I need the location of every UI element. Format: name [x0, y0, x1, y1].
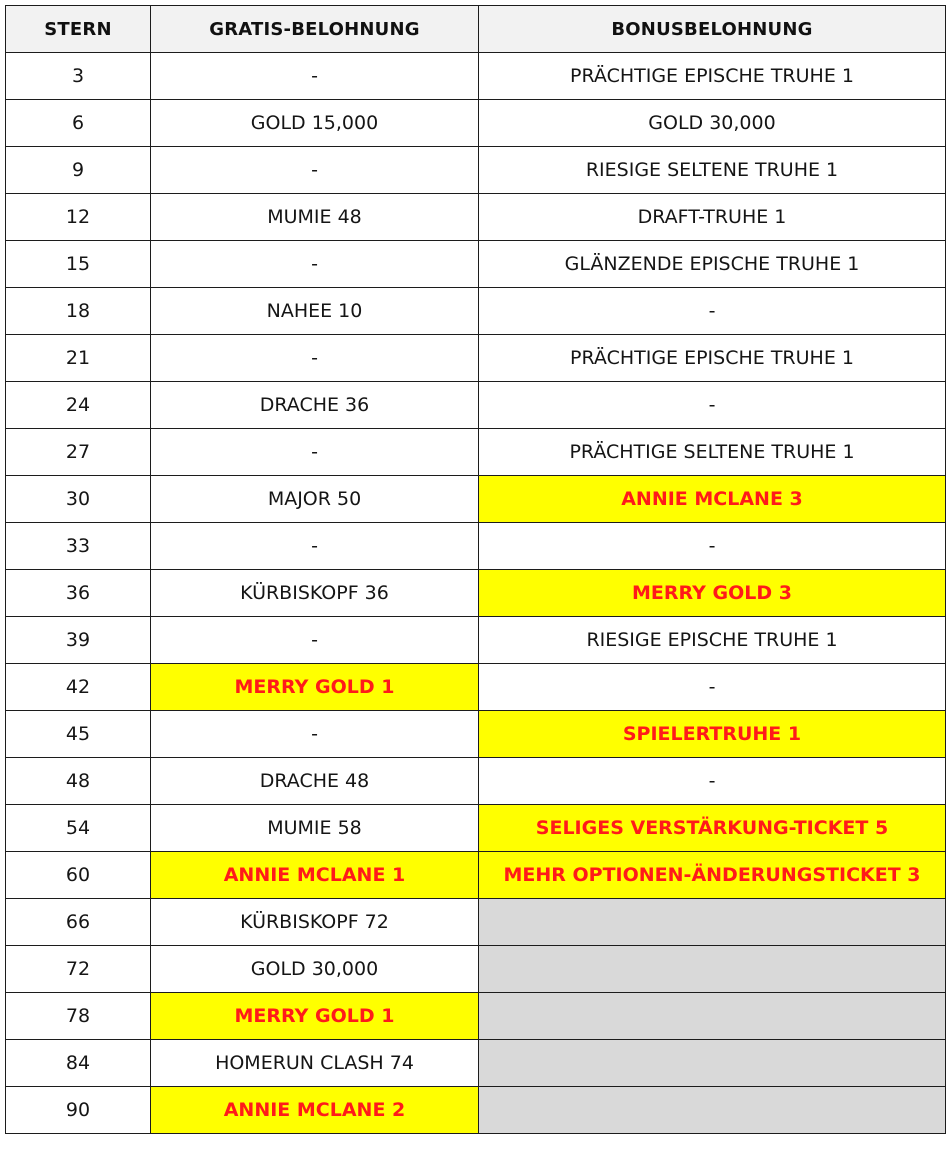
table-row [6, 758, 946, 805]
free-reward-cell: - [151, 429, 479, 476]
star-cell: 24 [6, 382, 151, 429]
free-reward-cell: - [151, 147, 479, 194]
bonus-reward-cell-highlighted: SELIGES VERSTÄRKUNG-TICKET 5 [479, 805, 946, 852]
star-cell: 6 [6, 100, 151, 147]
free-reward-cell: - [151, 523, 479, 570]
table-row [6, 852, 946, 899]
star-cell: 78 [6, 993, 151, 1040]
free-reward-cell: KÜRBISKOPF 36 [151, 570, 479, 617]
bonus-reward-cell: DRAFT-TRUHE 1 [479, 194, 946, 241]
star-cell: 72 [6, 946, 151, 993]
free-reward-cell: - [151, 711, 479, 758]
star-cell: 33 [6, 523, 151, 570]
bonus-reward-cell-empty [479, 946, 946, 993]
bonus-reward-cell: GLÄNZENDE EPISCHE TRUHE 1 [479, 241, 946, 288]
bonus-reward-cell: PRÄCHTIGE SELTENE TRUHE 1 [479, 429, 946, 476]
star-cell: 66 [6, 899, 151, 946]
star-cell: 48 [6, 758, 151, 805]
star-cell: 3 [6, 53, 151, 100]
bonus-reward-cell: - [479, 288, 946, 335]
free-reward-cell: - [151, 335, 479, 382]
table-row [6, 805, 946, 852]
table-row [6, 711, 946, 758]
star-cell: 9 [6, 147, 151, 194]
table-row [6, 1087, 946, 1134]
free-reward-cell: MUMIE 58 [151, 805, 479, 852]
free-reward-cell: - [151, 241, 479, 288]
star-cell: 84 [6, 1040, 151, 1087]
table-row [6, 382, 946, 429]
free-reward-cell: - [151, 53, 479, 100]
free-reward-cell: MAJOR 50 [151, 476, 479, 523]
table-row [6, 617, 946, 664]
bonus-reward-cell-highlighted: MEHR OPTIONEN-ÄNDERUNGSTICKET 3 [479, 852, 946, 899]
bonus-reward-cell: - [479, 758, 946, 805]
free-reward-cell: NAHEE 10 [151, 288, 479, 335]
bonus-reward-cell: PRÄCHTIGE EPISCHE TRUHE 1 [479, 53, 946, 100]
bonus-reward-cell-empty [479, 1040, 946, 1087]
bonus-reward-cell-highlighted: SPIELERTRUHE 1 [479, 711, 946, 758]
table-row [6, 946, 946, 993]
star-cell: 54 [6, 805, 151, 852]
star-cell: 45 [6, 711, 151, 758]
table-row [6, 194, 946, 241]
star-rewards-table [5, 5, 946, 1134]
free-reward-cell: DRACHE 48 [151, 758, 479, 805]
table-row [6, 664, 946, 711]
bonus-reward-cell: - [479, 664, 946, 711]
table-row [6, 335, 946, 382]
bonus-reward-cell-empty [479, 899, 946, 946]
bonus-reward-cell: PRÄCHTIGE EPISCHE TRUHE 1 [479, 335, 946, 382]
header-free-reward: GRATIS-BELOHNUNG [151, 6, 479, 53]
free-reward-cell: KÜRBISKOPF 72 [151, 899, 479, 946]
bonus-reward-cell-empty [479, 1087, 946, 1134]
star-cell: 39 [6, 617, 151, 664]
table-row [6, 993, 946, 1040]
bonus-reward-cell: - [479, 382, 946, 429]
table-row [6, 523, 946, 570]
free-reward-cell-highlighted: ANNIE MCLANE 2 [151, 1087, 479, 1134]
free-reward-cell-highlighted: MERRY GOLD 1 [151, 993, 479, 1040]
free-reward-cell: HOMERUN CLASH 74 [151, 1040, 479, 1087]
table-row [6, 429, 946, 476]
free-reward-cell: MUMIE 48 [151, 194, 479, 241]
bonus-reward-cell: - [479, 523, 946, 570]
star-cell: 18 [6, 288, 151, 335]
free-reward-cell: GOLD 30,000 [151, 946, 479, 993]
table-row [6, 100, 946, 147]
star-cell: 42 [6, 664, 151, 711]
header-bonus-reward: BONUSBELOHNUNG [479, 6, 946, 53]
table-row [6, 147, 946, 194]
table-row [6, 476, 946, 523]
bonus-reward-cell: RIESIGE EPISCHE TRUHE 1 [479, 617, 946, 664]
star-cell: 60 [6, 852, 151, 899]
bonus-reward-cell-highlighted: MERRY GOLD 3 [479, 570, 946, 617]
free-reward-cell: - [151, 617, 479, 664]
star-cell: 15 [6, 241, 151, 288]
free-reward-cell: DRACHE 36 [151, 382, 479, 429]
header-row [6, 6, 946, 53]
star-cell: 90 [6, 1087, 151, 1134]
bonus-reward-cell: RIESIGE SELTENE TRUHE 1 [479, 147, 946, 194]
bonus-reward-cell: GOLD 30,000 [479, 100, 946, 147]
bonus-reward-cell-highlighted: ANNIE MCLANE 3 [479, 476, 946, 523]
table-row [6, 570, 946, 617]
star-cell: 12 [6, 194, 151, 241]
free-reward-cell-highlighted: MERRY GOLD 1 [151, 664, 479, 711]
table-row [6, 899, 946, 946]
table-row [6, 241, 946, 288]
bonus-reward-cell-empty [479, 993, 946, 1040]
table-row [6, 288, 946, 335]
header-star: STERN [6, 6, 151, 53]
star-cell: 27 [6, 429, 151, 476]
star-cell: 21 [6, 335, 151, 382]
table-row [6, 1040, 946, 1087]
free-reward-cell: GOLD 15,000 [151, 100, 479, 147]
star-cell: 30 [6, 476, 151, 523]
star-cell: 36 [6, 570, 151, 617]
free-reward-cell-highlighted: ANNIE MCLANE 1 [151, 852, 479, 899]
table-row [6, 53, 946, 100]
